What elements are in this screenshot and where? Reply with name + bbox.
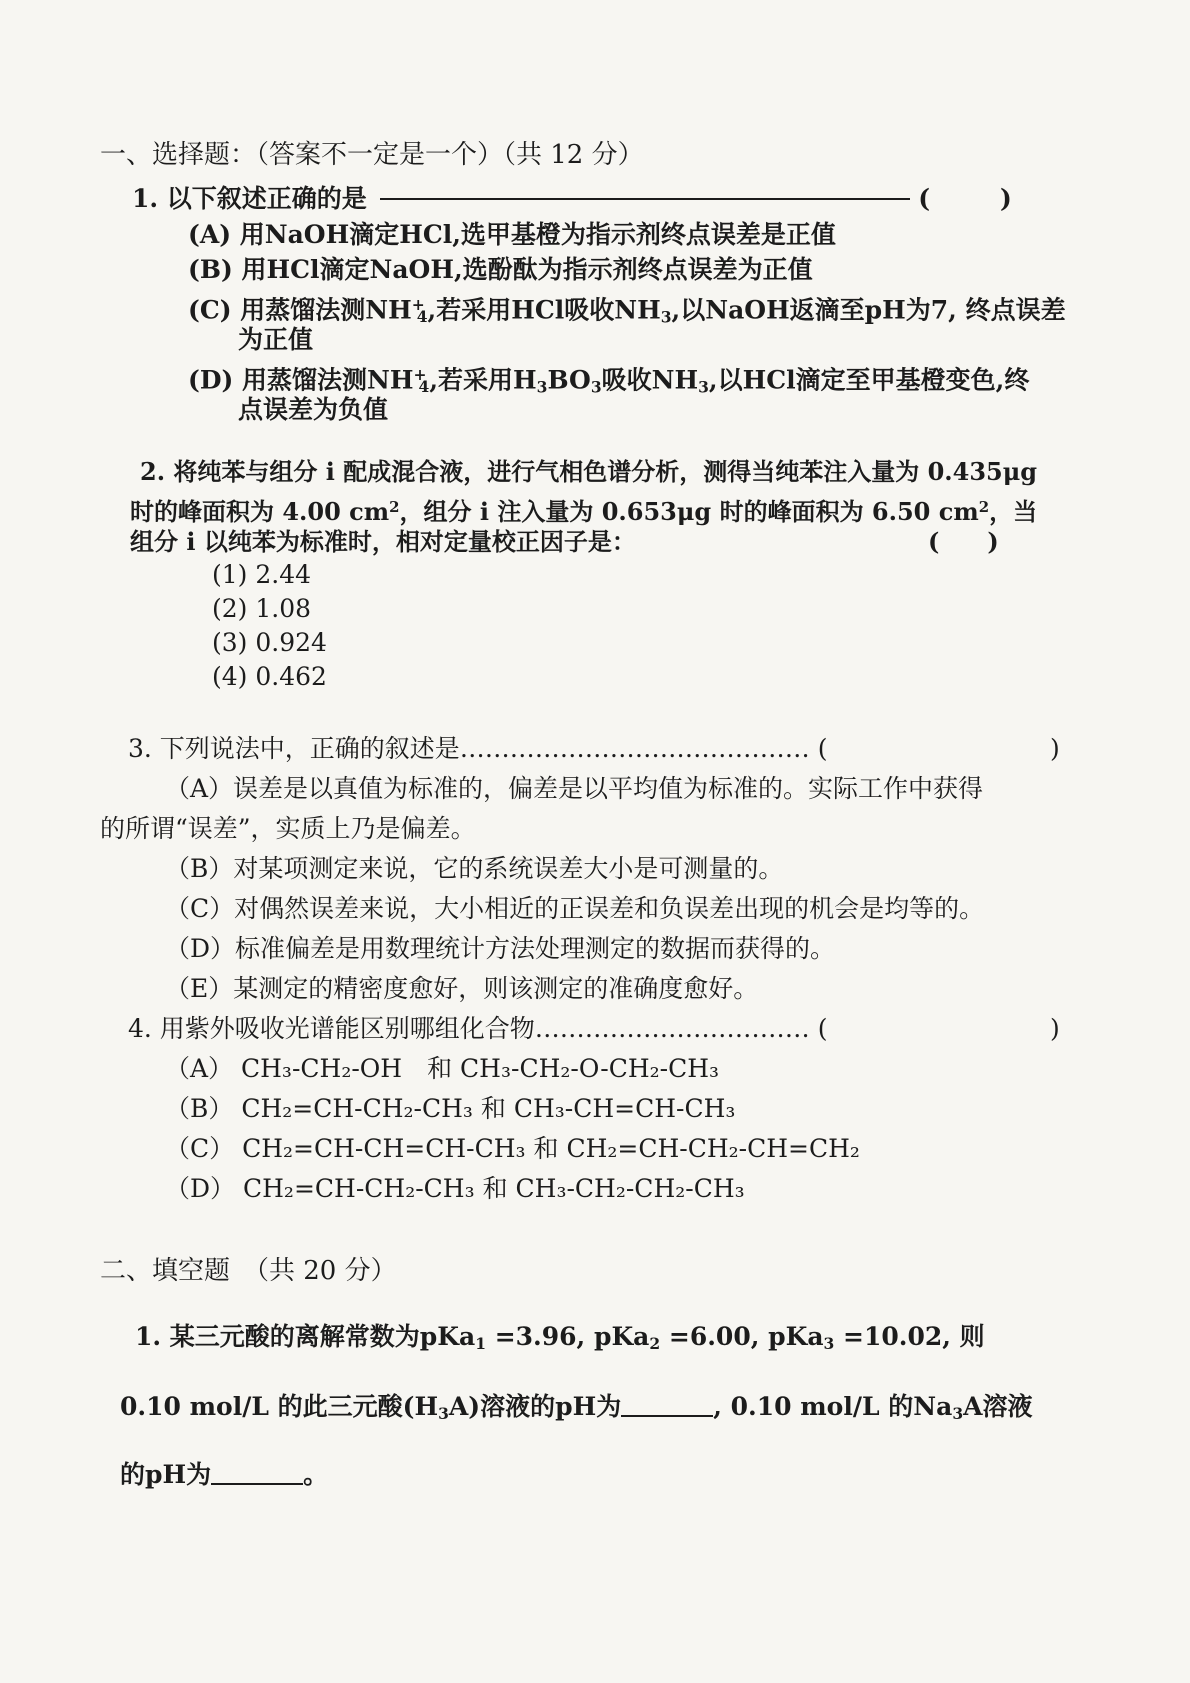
- q2-line-1: 2. 将纯苯与组分 i 配成混合液，进行气相色谱分析，测得当纯苯注入量为 0.435μg: [140, 457, 1038, 486]
- q3-option-a: （A）误差是以真值为标准的，偏差是以平均值为标准的。实际工作中获得: [165, 774, 984, 803]
- fill-q1-l3-text-2: 。: [303, 1460, 329, 1489]
- q4-option-d: （D） CH₂=CH-CH₂-CH₃ 和 CH₃-CH₂-CH₂-CH₃: [165, 1174, 745, 1203]
- q2-option-4: (4) 0.462: [212, 662, 327, 691]
- q1-c-text-2: ,若采用HCl吸收NH: [427, 295, 661, 325]
- fill-q1-l1-sub1: 1: [475, 1333, 487, 1353]
- q2-line-3: 组分 i 以纯苯为标准时，相对定量校正因子是：: [130, 527, 636, 556]
- q1-option-c: [188, 288, 1066, 334]
- q1-c-text-1: (C) 用蒸馏法测NH: [188, 295, 412, 325]
- q1-d-text-2: ,若采用H: [429, 365, 537, 395]
- q1-d-text-3: BO: [547, 365, 591, 395]
- fill-q1-l2-text-3: , 0.10 mol/L 的Na: [713, 1392, 953, 1421]
- q1-d-text-1: (D) 用蒸馏法测NH: [188, 365, 414, 395]
- fill-q1-l1-sub3: 3: [823, 1333, 835, 1353]
- q2-l2-text-1: 时的峰面积为 4.00 cm: [130, 497, 390, 527]
- q1-stem-text: 1. 以下叙述正确的是: [132, 184, 367, 213]
- q3-option-a-cont: 的所谓“误差”，实质上乃是偏差。: [100, 814, 476, 843]
- section1-heading: 一、选择题：（答案不一定是一个）（共 12 分）: [100, 140, 644, 170]
- q2-line-2: [130, 490, 1037, 529]
- q1-d-sup: +: [413, 365, 427, 384]
- q2-l2-text-3: ，当: [989, 497, 1038, 527]
- fill-q1-l1-sub2: 2: [649, 1333, 661, 1353]
- q2-l2-sup2: 2: [978, 498, 990, 516]
- q1-stem: [132, 182, 930, 216]
- q1-leader-line: [380, 198, 910, 200]
- q1-c-sup: +: [411, 295, 425, 314]
- q3-option-d: （D）标准偏差是用数理统计方法处理测定的数据而获得的。: [165, 934, 836, 963]
- q1-c-sub2: 3: [660, 307, 672, 327]
- fill-q1-l1-text-1: 1. 某三元酸的离解常数为pKa: [135, 1322, 476, 1351]
- q3-option-e: （E）某测定的精密度愈好，则该测定的准确度愈好。: [165, 974, 759, 1003]
- q3-option-c: （C）对偶然误差来说，大小相近的正误差和负误差出现的机会是均等的。: [165, 894, 985, 923]
- fill-q1-l2-text-4: A溶液: [963, 1392, 1033, 1421]
- q2-l2-text-2: ，组分 i 注入量为 0.653μg 时的峰面积为 6.50 cm: [399, 497, 979, 527]
- q1-option-d-cont: 点误差为负值: [238, 395, 389, 424]
- answer-blank-2[interactable]: [211, 1461, 303, 1485]
- fill-q1-l2-sub2: 3: [952, 1403, 964, 1423]
- q1-d-sub3: 3: [590, 377, 602, 397]
- q1-d-sub4: 3: [698, 377, 709, 397]
- q1-d-sub2: 3: [536, 377, 548, 397]
- fill-q1-l2-sub1: 3: [438, 1403, 449, 1423]
- fill-q1-line-3: [120, 1458, 328, 1492]
- fill-q1-l1-text-4: =10.02, 则: [834, 1322, 985, 1351]
- fill-q1-l2-text-2: A)溶液的pH为: [448, 1392, 622, 1421]
- q2-option-3: (3) 0.924: [212, 628, 327, 657]
- fill-q1-l1-text-2: =3.96, pKa: [486, 1322, 650, 1351]
- q1-bracket-open: (: [918, 184, 931, 213]
- answer-blank-1[interactable]: [621, 1393, 713, 1417]
- q1-c-sub: 4: [416, 307, 428, 327]
- q2-option-1: (1) 2.44: [212, 560, 312, 589]
- q1-d-text-4: 吸收NH: [601, 365, 699, 395]
- q4-stem: 4. 用紫外吸收光谱能区别哪组化合物…………………………… (: [128, 1014, 828, 1043]
- fill-q1-l2-text-1: 0.10 mol/L 的此三元酸(H: [120, 1392, 439, 1421]
- fill-q1-l1-text-3: =6.00, pKa: [660, 1322, 824, 1351]
- q4-option-a: （A） CH₃-CH₂-OH 和 CH₃-CH₂-O-CH₂-CH₃: [165, 1054, 720, 1083]
- q4-option-c: （C） CH₂=CH-CH=CH-CH₃ 和 CH₂=CH-CH₂-CH=CH₂: [165, 1134, 860, 1163]
- q1-d-sub: 4: [418, 377, 430, 397]
- fill-q1-l3-text-1: 的pH为: [120, 1460, 212, 1489]
- q3-option-b: （B）对某项测定来说，它的系统误差大小是可测量的。: [165, 854, 784, 883]
- q1-option-c-cont: 为正值: [238, 325, 314, 354]
- q2-option-2: (2) 1.08: [212, 594, 312, 623]
- q2-bracket: ( ): [928, 527, 999, 556]
- fill-q1-line-1: [135, 1320, 985, 1361]
- q1-bracket-close: ): [1000, 184, 1012, 213]
- q1-option-a: (A) 用NaOH滴定HCl,选甲基橙为指示剂终点误差是正值: [188, 220, 836, 249]
- q1-d-text-5: ,以HCl滴定至甲基橙变色,终: [708, 365, 1030, 395]
- q1-c-text-3: ,以NaOH返滴至pH为7, 终点误差: [671, 295, 1066, 325]
- section2-heading: 二、填空题 （共 20 分）: [100, 1256, 397, 1286]
- q1-option-b: (B) 用HCl滴定NaOH,选酚酞为指示剂终点误差为正值: [188, 255, 813, 284]
- q2-l2-sup1: 2: [389, 498, 400, 516]
- q4-bracket-close: ): [1050, 1014, 1060, 1043]
- fill-q1-line-2: [120, 1390, 1033, 1431]
- q3-stem: 3. 下列说法中，正确的叙述是…………………………………… (: [128, 734, 828, 763]
- q4-option-b: （B） CH₂=CH-CH₂-CH₃ 和 CH₃-CH=CH-CH₃: [165, 1094, 736, 1123]
- q3-bracket-close: ): [1050, 734, 1060, 763]
